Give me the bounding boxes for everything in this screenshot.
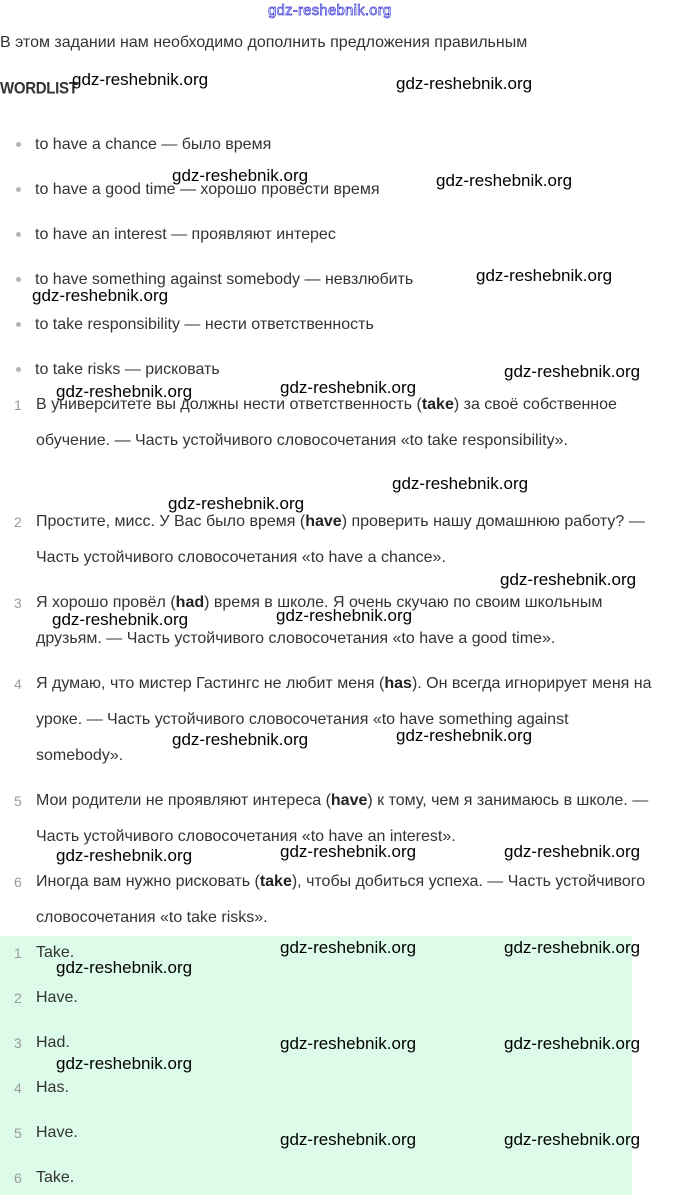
watermark: gdz-reshebnik.org	[56, 846, 193, 865]
item-text: ) проверить нашу домашнюю работу? — Часть устойчивого словосочетания «to have a chance».	[36, 513, 645, 566]
intro-text: В этом задании нам необходимо дополнить предложения правильным	[0, 34, 528, 51]
watermark: gdz-reshebnik.org	[396, 74, 533, 93]
item-number: 1	[14, 397, 22, 413]
item-text: ). Он всегда игнорирует меня на уроке. — Часть устойчивого словосочетания «to have something against somebody».	[36, 675, 652, 764]
item-text: Простите, мисс. У Вас было время (	[36, 513, 306, 530]
answer-number: 4	[14, 1080, 22, 1096]
exercise-item	[0, 666, 660, 774]
item-text: ) к тому, чем я занимаюсь в школе. — Часть устойчивого словосочетания «to have an interest».	[36, 792, 649, 845]
watermark: gdz-reshebnik.org	[504, 938, 641, 957]
list-item	[16, 315, 374, 335]
watermark: gdz-reshebnik.org	[56, 382, 193, 401]
exercise-item	[0, 864, 660, 936]
item-text: Мои родители не проявляют интереса (	[36, 792, 331, 809]
answer-number: 1	[14, 945, 22, 961]
watermark: gdz-reshebnik.org	[280, 1034, 417, 1053]
watermark: gdz-reshebnik.org	[56, 1054, 193, 1073]
item-text: В университете вы должны нести ответственность (	[36, 396, 422, 413]
item-verb: had	[175, 594, 205, 611]
list-item	[16, 360, 220, 380]
item-verb: take	[259, 873, 292, 890]
watermark: gdz-reshebnik.org	[56, 958, 193, 977]
watermark: gdz-reshebnik.org	[280, 1130, 417, 1149]
item-text: Иногда вам нужно рисковать (	[36, 873, 260, 890]
item-number: 5	[14, 793, 22, 809]
item-text: Я думаю, что мистер Гастингс не любит меня (	[36, 675, 385, 692]
watermark: gdz-reshebnik.org	[504, 1034, 641, 1053]
list-item-text: to have a good time — хорошо провести время	[35, 181, 380, 198]
bullet-icon	[16, 187, 21, 192]
watermark: gdz-reshebnik.org	[168, 494, 305, 513]
watermark: gdz-reshebnik.org	[276, 606, 413, 625]
exercise-item	[0, 504, 660, 576]
list-item-text: to have an interest — проявляют интерес	[35, 226, 336, 243]
wordlist-heading: WORDLIST	[0, 79, 78, 98]
item-number: 2	[14, 514, 22, 530]
watermark: gdz-reshebnik.org	[504, 1130, 641, 1149]
watermark: gdz-reshebnik.org	[396, 726, 533, 745]
watermark: gdz-reshebnik.org	[72, 70, 209, 89]
watermark: gdz-reshebnik.org	[280, 378, 417, 397]
answer-number: 5	[14, 1125, 22, 1141]
item-text: ), чтобы добиться успеха. — Часть устойчивого словосочетания «to take risks».	[36, 873, 646, 926]
item-text: Я хорошо провёл (	[36, 594, 176, 611]
list-item	[16, 225, 336, 245]
list-item-text: to take risks — рисковать	[35, 361, 220, 378]
watermark: gdz-reshebnik.org	[500, 570, 637, 589]
watermark: gdz-reshebnik.org	[392, 474, 529, 493]
item-verb: take	[421, 396, 454, 413]
watermark: gdz-reshebnik.org	[476, 266, 613, 285]
item-text: ) время в школе. Я очень скучаю по своим школьным друзьям. — Часть устойчивого словосочетания «to have a good time».	[36, 594, 603, 647]
answer-text: Take.	[36, 1169, 75, 1186]
item-number: 3	[14, 595, 22, 611]
watermark: gdz-reshebnik.org	[172, 730, 309, 749]
answer-text: Have.	[36, 989, 78, 1006]
item-number: 6	[14, 874, 22, 890]
list-item-text: to have something against somebody — невзлюбить	[35, 271, 414, 288]
item-verb: have	[330, 792, 368, 809]
bullet-icon	[16, 322, 21, 327]
answer-number: 3	[14, 1035, 22, 1051]
item-text: ) за своё собственное обучение. — Часть устойчивого словосочетания «to take responsibility».	[36, 396, 617, 449]
watermark: gdz-reshebnik.org	[52, 610, 189, 629]
item-verb: have	[305, 513, 342, 530]
list-item-text: to have a chance — было время	[35, 136, 272, 153]
list-item-text: to take responsibility — нести ответственность	[35, 316, 374, 333]
top-watermark: gdz-reshebnik.org	[268, 2, 392, 19]
bullet-icon	[16, 367, 21, 372]
bullet-icon	[16, 277, 21, 282]
list-item	[16, 135, 271, 155]
answer-text: Had.	[36, 1034, 70, 1051]
watermark: gdz-reshebnik.org	[32, 286, 169, 305]
answer-text: Take.	[36, 944, 75, 961]
bullet-icon	[16, 142, 21, 147]
watermark: gdz-reshebnik.org	[280, 938, 417, 957]
answer-number: 2	[14, 990, 22, 1006]
watermark: gdz-reshebnik.org	[436, 171, 573, 190]
watermark: gdz-reshebnik.org	[504, 362, 641, 381]
answer-text: Have.	[36, 1124, 78, 1141]
watermark: gdz-reshebnik.org	[280, 842, 417, 861]
item-verb: has	[384, 675, 412, 692]
item-number: 4	[14, 676, 22, 692]
bullet-icon	[16, 232, 21, 237]
answer-text: Has.	[36, 1079, 69, 1096]
watermark: gdz-reshebnik.org	[172, 166, 309, 185]
answer-number: 6	[14, 1170, 22, 1186]
watermark: gdz-reshebnik.org	[504, 842, 641, 861]
